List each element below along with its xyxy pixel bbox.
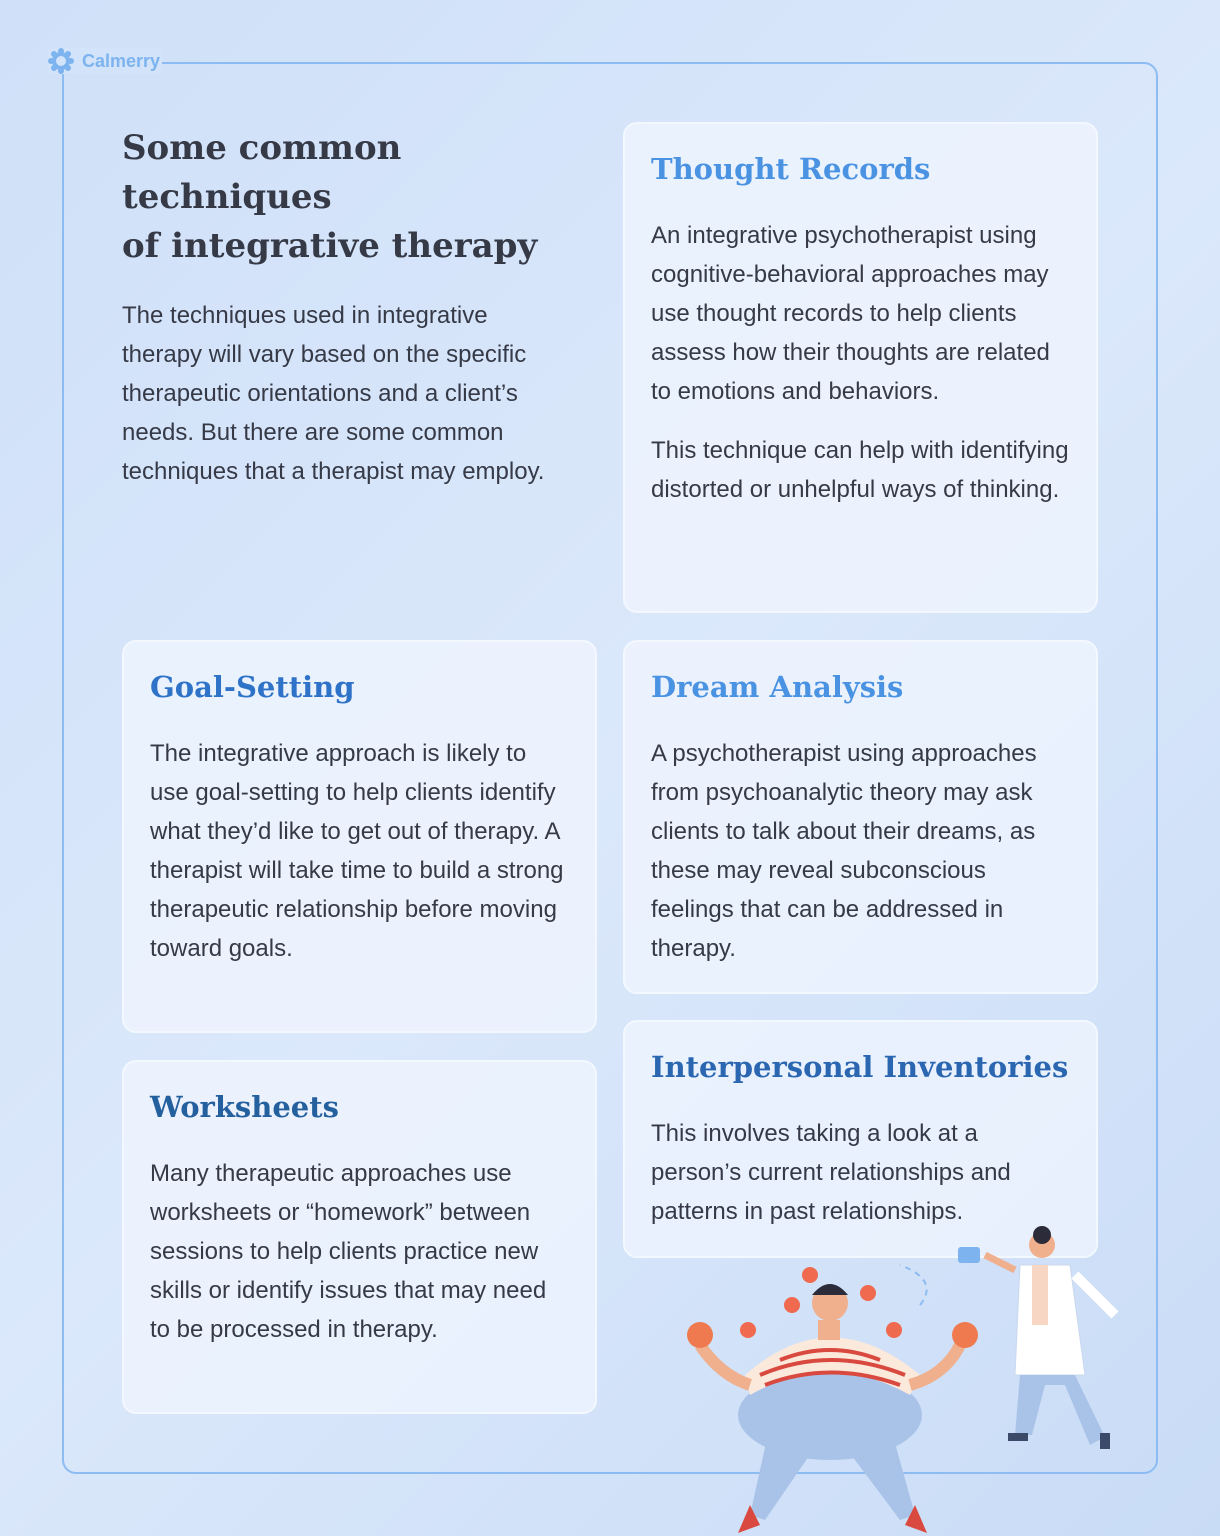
card-text: The integrative approach is likely to use goal-setting to help clients identify what they’d like to get out of therapy. A therapist will take time to build a strong therapeutic relationship before moving toward goals.: [150, 740, 564, 962]
meditating-person-icon: [687, 1284, 978, 1533]
brand-name: Calmerry: [82, 50, 161, 71]
card-text: A psychotherapist using approaches from psychoanalytic theory may ask clients to talk about their dreams, as these may reveal subconscious feelings that can be addressed in therapy.: [651, 740, 1037, 962]
brand-logo: [48, 48, 162, 74]
card-title: Dream Analysis: [651, 670, 904, 704]
card-text: An integrative psychotherapist using cognitive-behavioral approaches may use thought records to help clients assess how their thoughts are related to emotions and behaviors.: [651, 222, 1050, 405]
card-dream-analysis: [623, 640, 1098, 994]
card-text: Many therapeutic approaches use worksheets or “homework” between sessions to help clients practice new skills or identify issues that may need to be processed in therapy.: [150, 1160, 547, 1343]
card-text: This technique can help with identifying distorted or unhelpful ways of thinking.: [651, 437, 1069, 503]
intro-text: The techniques used in integrative therapy will vary based on the specific therapeutic orientations and a client’s needs. But there are some common techniques that a therapist may employ.: [122, 302, 545, 485]
card-goal-setting: [122, 640, 597, 1033]
card-interpersonal-inventories: [623, 1020, 1098, 1258]
flower-logo-icon: [48, 48, 74, 74]
card-worksheets: [122, 1060, 597, 1414]
page-title: Some common techniques of integrative therapy: [122, 128, 538, 266]
card-text: This involves taking a look at a person’s current relationships and patterns in past relationships.: [651, 1120, 1011, 1225]
card-title: Interpersonal Inventories: [651, 1050, 1069, 1084]
card-thought-records: [623, 122, 1098, 613]
therapist-icon: [900, 1226, 1115, 1449]
card-title: Worksheets: [150, 1090, 339, 1124]
card-title: Thought Records: [651, 152, 931, 186]
card-title: Goal-Setting: [150, 670, 355, 704]
therapy-illustration: [670, 1225, 1140, 1536]
